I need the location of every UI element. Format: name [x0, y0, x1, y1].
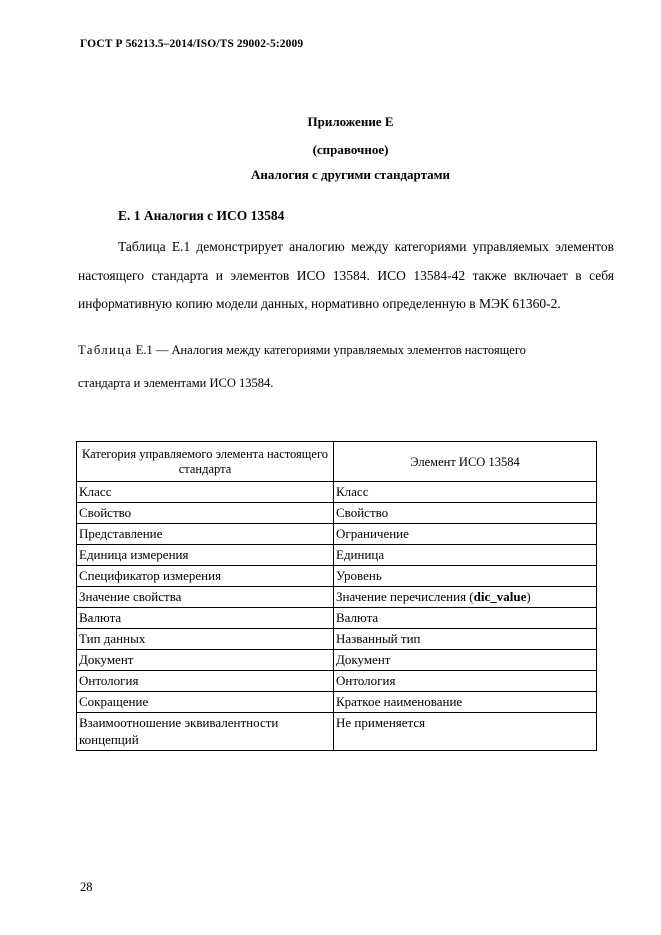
table-row	[77, 482, 597, 503]
section-heading: Е. 1 Аналогия с ИСО 13584	[118, 208, 285, 223]
category-cell: Документ	[77, 650, 334, 671]
table-row	[77, 629, 597, 650]
table-row	[77, 524, 597, 545]
table-caption-line2: стандарта и элементами ИСО 13584.	[78, 376, 274, 390]
section-paragraph	[78, 233, 614, 319]
category-cell: Онтология	[77, 671, 334, 692]
table-row	[77, 503, 597, 524]
iso-element-cell: Валюта	[334, 608, 597, 629]
category-cell: Сокращение	[77, 692, 334, 713]
page-number: 28	[80, 880, 93, 894]
table-row	[77, 566, 597, 587]
iso-element-cell: Свойство	[334, 503, 597, 524]
table-row	[77, 608, 597, 629]
iso-element-cell: Уровень	[334, 566, 597, 587]
appendix-title: Приложение Е	[307, 114, 394, 129]
category-cell: Валюта	[77, 608, 334, 629]
category-cell: Тип данных	[77, 629, 334, 650]
iso-element-cell: Названный тип	[334, 629, 597, 650]
iso-element-cell: Ограничение	[334, 524, 597, 545]
table-header-row	[77, 442, 597, 482]
paragraph-text: Таблица Е.1 демонстрирует аналогию между категориями управляемых элементов настоящего стандарта и элементов ИСО 13584. ИСО 13584-42 также включает в себя информативную копию модели данных, нормативно определенную в МЭК 61360-2.	[78, 239, 614, 311]
iso-element-cell: Единица	[334, 545, 597, 566]
table-row	[77, 692, 597, 713]
iso-element-cell: Класс	[334, 482, 597, 503]
document-code-header: ГОСТ Р 56213.5–2014/ISO/TS 29002-5:2009	[80, 38, 304, 50]
iso-element-cell	[334, 587, 597, 608]
table-row	[77, 650, 597, 671]
col1-header: Категория управляемого элемента настоящего стандарта	[77, 442, 334, 482]
category-cell: Единица измерения	[77, 545, 334, 566]
category-cell: Класс	[77, 482, 334, 503]
table-row	[77, 545, 597, 566]
comparison-table	[76, 441, 597, 751]
table-caption-line1	[78, 343, 526, 358]
table-row	[77, 713, 597, 751]
iso-element-cell: Документ	[334, 650, 597, 671]
table-row	[77, 671, 597, 692]
category-cell: Спецификатор измерения	[77, 566, 334, 587]
category-cell: Значение свойства	[77, 587, 334, 608]
category-cell: Свойство	[77, 503, 334, 524]
iso-element-cell: Краткое наименование	[334, 692, 597, 713]
table-row	[77, 587, 597, 608]
cell-text-code: dic_value	[473, 589, 527, 604]
caption-prefix: Таблица	[78, 343, 133, 357]
col2-header: Элемент ИСО 13584	[334, 442, 597, 482]
appendix-type: (справочное)	[312, 142, 389, 157]
category-cell: Представление	[77, 524, 334, 545]
cell-text-pre: Значение перечисления (	[336, 589, 474, 604]
iso-element-cell: Онтология	[334, 671, 597, 692]
caption-rest: Е.1 — Аналогия между категориями управляемых элементов настоящего	[132, 343, 526, 357]
iso-element-cell: Не применяется	[334, 713, 597, 751]
appendix-name: Аналогия с другими стандартами	[251, 167, 450, 182]
category-cell: Взаимоотношение эквивалентности концепций	[77, 713, 334, 751]
cell-text-post: )	[526, 589, 531, 604]
